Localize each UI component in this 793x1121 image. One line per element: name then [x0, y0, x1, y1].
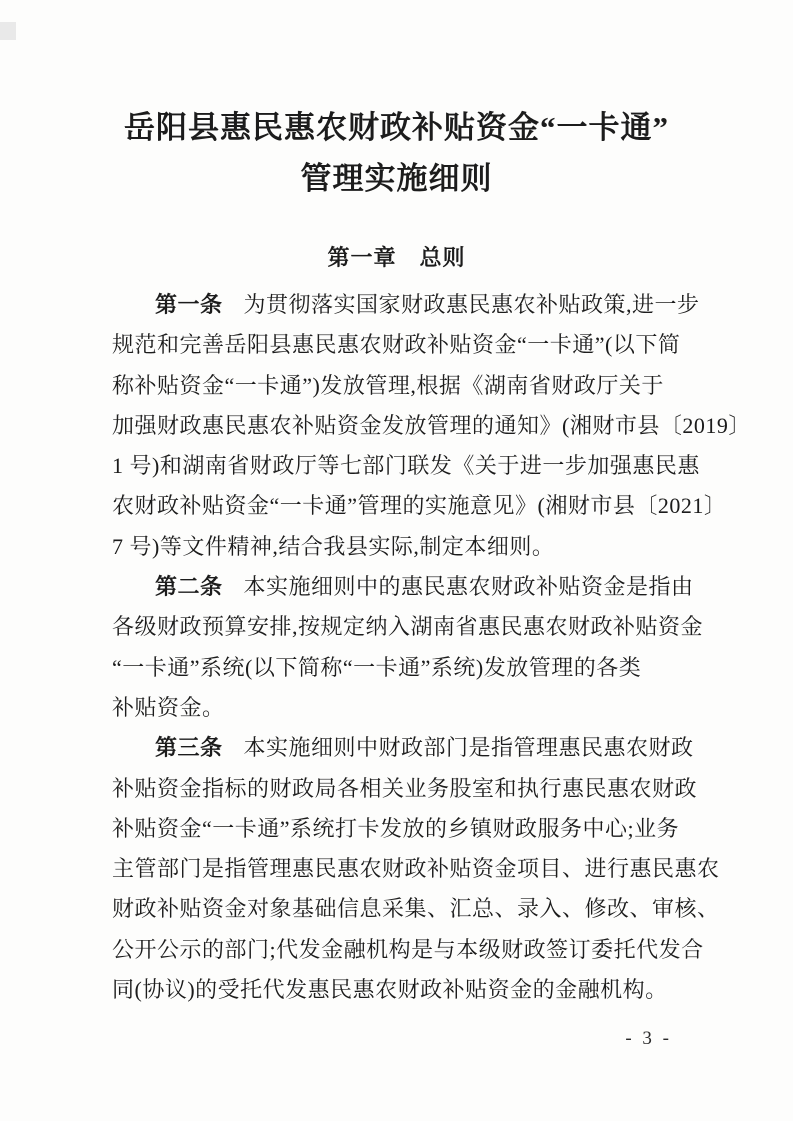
scan-artifact	[0, 22, 16, 40]
body-line: 加强财政惠民惠农补贴资金发放管理的通知》(湘财市县〔2019〕	[112, 412, 751, 438]
document-body	[112, 285, 751, 1010]
document-title	[0, 102, 793, 204]
article-number-label: 第三条	[155, 735, 223, 761]
body-line: 补贴资金。	[112, 694, 225, 720]
body-line: 第一条 为贯彻落实国家财政惠民惠农补贴政策,进一步	[155, 292, 700, 317]
body-line: 补贴资金“一卡通”系统打卡发放的乡镇财政服务中心;业务	[112, 815, 680, 841]
document-title-line-1: 岳阳县惠民惠农财政补贴资金“一卡通”	[124, 110, 669, 145]
article-number-label: 第一条	[155, 292, 223, 317]
article-number-label: 第二条	[155, 574, 223, 600]
body-line: 规范和完善岳阳县惠民惠农财政补贴资金“一卡通”(以下简	[112, 332, 681, 358]
body-line: 同(协议)的受托代发惠民惠农财政补贴资金的金融机构。	[112, 977, 668, 1003]
body-line: 农财政补贴资金“一卡通”管理的实施意见》(湘财市县〔2021〕	[112, 493, 727, 519]
document-title-line-2: 管理实施细则	[300, 161, 493, 196]
body-line: 财政补贴资金对象基础信息采集、汇总、录入、修改、审核、	[112, 896, 720, 922]
page-number: - 3 -	[625, 1028, 672, 1049]
body-line: 第二条 本实施细则中的惠民惠农财政补贴资金是指由	[155, 574, 694, 600]
body-line: 7 号)等文件精神,结合我县实际,制定本细则。	[112, 533, 555, 559]
body-line: 补贴资金指标的财政局各相关业务股室和执行惠民惠农财政	[112, 775, 698, 801]
chapter-heading: 第一章 总则	[327, 245, 466, 270]
body-line: 1 号)和湖南省财政厅等七部门联发《关于进一步加强惠民惠	[112, 453, 700, 479]
body-line: 公开公示的部门;代发金融机构是与本级财政签订委托代发合	[112, 936, 704, 962]
body-line: “一卡通”系统(以下简称“一卡通”系统)发放管理的各类	[112, 654, 642, 680]
body-line: 第三条 本实施细则中财政部门是指管理惠民惠农财政	[155, 735, 694, 761]
body-line: 各级财政预算安排,按规定纳入湖南省惠民惠农财政补贴资金	[112, 614, 704, 640]
body-line: 主管部门是指管理惠民惠农财政补贴资金项目、进行惠民惠农	[112, 856, 720, 882]
body-line: 称补贴资金“一卡通”)发放管理,根据《湖南省财政厅关于	[112, 372, 664, 398]
